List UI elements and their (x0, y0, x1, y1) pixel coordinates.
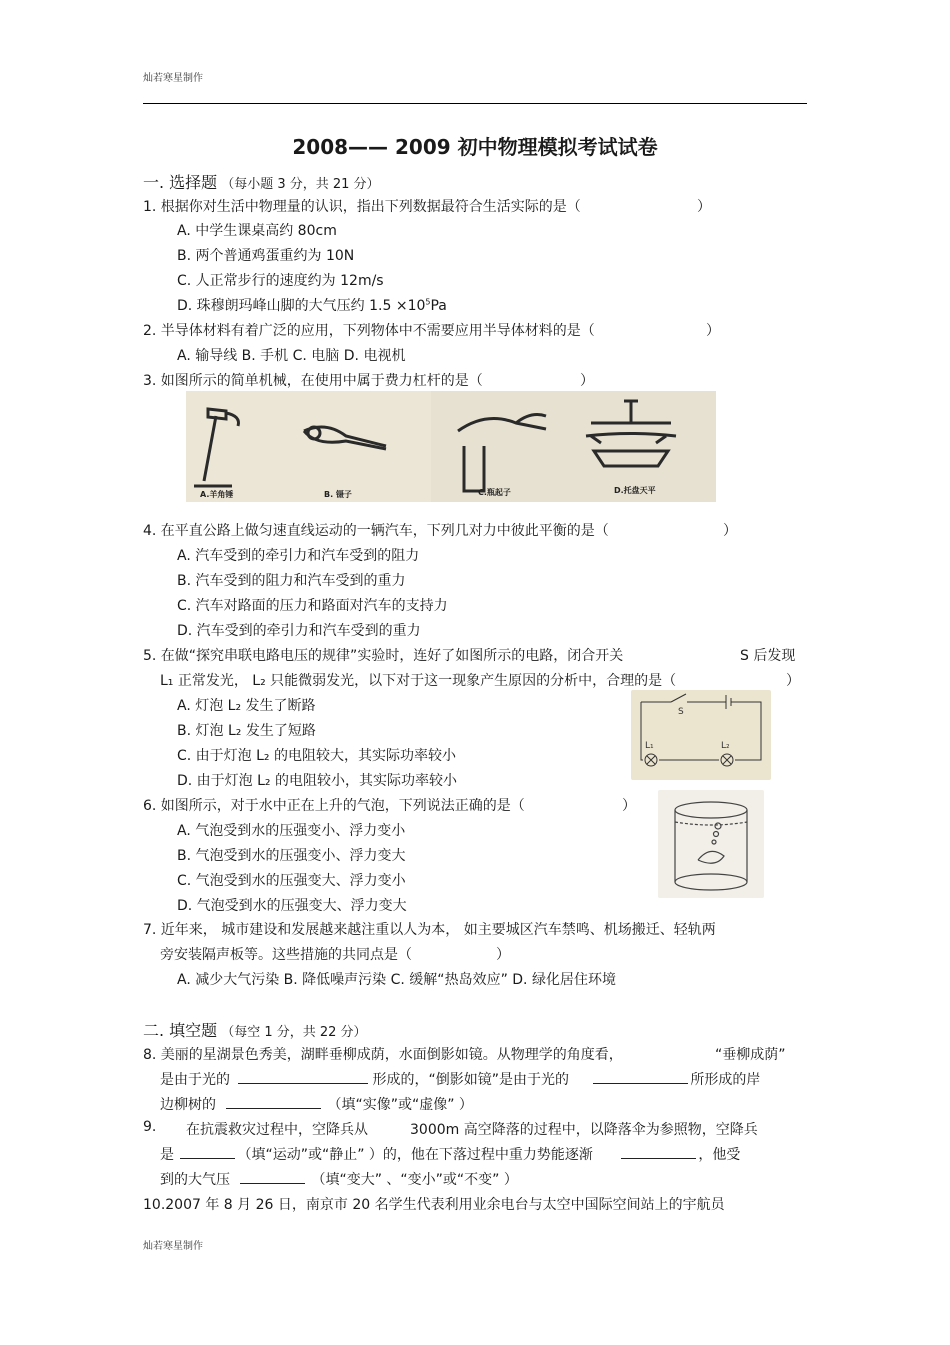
q3-figure-drawing (186, 391, 716, 502)
q7-close: ） (496, 947, 510, 963)
section1-heading-text: 一. 选择题 (143, 173, 218, 192)
q9-blank-2[interactable] (621, 1145, 696, 1159)
q2-options: A. 输导线 B. 手机 C. 电脑 D. 电视机 (177, 348, 406, 364)
q4-option-c: C. 汽车对路面的压力和路面对汽车的支持力 (177, 598, 448, 614)
q9-blank-1[interactable] (180, 1145, 235, 1159)
q4-option-b: B. 汽车受到的阻力和汽车受到的重力 (177, 573, 406, 589)
header-rule (143, 103, 807, 104)
battery-icon (726, 695, 731, 709)
q6-option-c: C. 气泡受到水的压强变大、浮力变小 (177, 873, 406, 889)
q8-blank-2[interactable] (593, 1070, 688, 1084)
q2-stem: 2. 半导体材料有着广泛的应用，下列物体中不需要应用半导体材料的是（ (143, 323, 595, 339)
q7-stem-line2: 旁安装隔声板等。这些措施的共同点是（ (160, 947, 412, 963)
q3-label-d: D.托盘天平 (614, 486, 656, 495)
q6-option-b: B. 气泡受到水的压强变小、浮力变大 (177, 848, 406, 864)
header-maker: 灿若寒星制作 (143, 73, 203, 84)
q4-stem: 4. 在平直公路上做匀速直线运动的一辆汽车，下列几对力中彼此平衡的是（ (143, 523, 609, 539)
q5-stem-line2: L₁ 正常发光， L₂ 只能微弱发光，以下对于这一现象产生原因的分析中，合理的是（ (160, 673, 677, 689)
q6-stem: 6. 如图所示，对于水中正在上升的气泡，下列说法正确的是（ (143, 798, 525, 814)
switch-icon (671, 694, 686, 702)
q6-close: ） (622, 798, 636, 814)
q9-line1-b: 在抗震救灾过程中，空降兵从 (186, 1122, 368, 1138)
circuit-diagram (631, 690, 771, 780)
q9-line3-a: 到的大气压 (160, 1172, 230, 1188)
q1-option-d (177, 295, 447, 315)
q2-close: ） (706, 323, 720, 339)
q3-figure (186, 391, 716, 502)
section2-heading (143, 1018, 367, 1041)
circuit-label-s: S (678, 707, 684, 717)
q1-option-d-exponent: 5 (425, 297, 431, 307)
bubble-icon (712, 840, 716, 844)
q1-option-d-unit: Pa (430, 298, 447, 314)
q5-option-a: A. 灯泡 L₂ 发生了断路 (177, 698, 316, 714)
q1-option-a: A. 中学生课桌高约 80cm (177, 223, 337, 239)
q5-circuit-figure (631, 690, 771, 780)
fish-tank-drawing (658, 790, 764, 898)
q9-line2-c: ，他受 (698, 1147, 741, 1163)
section1-note: （每小题 3 分，共 21 分） (221, 177, 380, 192)
circuit-label-l1: L₁ (645, 741, 654, 751)
section1-heading (143, 170, 380, 193)
q6-option-d: D. 气泡受到水的压强变大、浮力变大 (177, 898, 407, 914)
q7-stem-line1: 7. 近年来， 城市建设和发展越来越注重以人为本， 如主要城区汽车禁鸣、机场搬迁、轻轨两 (143, 922, 716, 938)
q1-option-b: B. 两个普通鸡蛋重约为 10N (177, 248, 355, 264)
q5-close: ） (786, 673, 800, 689)
q10-line1: 10.2007 年 8 月 26 日，南京市 20 名学生代表利用业余电台与太空中国际空间站上的宇航员 (143, 1197, 725, 1213)
q9-line3-b: （填“变大” 、“变小”或“不变” ） (311, 1172, 518, 1188)
q8-line1: 8. 美丽的星湖景色秀美，湖畔垂柳成荫，水面倒影如镜。从物理学的角度看， (143, 1047, 623, 1063)
q8-line2 (160, 1069, 760, 1089)
q5-stem-line1-tail: S 后发现 (740, 648, 796, 664)
q8-line3-b: （填“实像”或“虚像” ） (327, 1097, 473, 1113)
q6-option-a: A. 气泡受到水的压强变小、浮力变小 (177, 823, 406, 839)
q9-line3 (160, 1169, 518, 1189)
fish-icon (698, 851, 724, 863)
circuit-label-l2: L₂ (721, 741, 730, 751)
q9-line2-b: （填“运动”或“静止” ）的，他在下落过程中重力势能逐渐 (237, 1147, 593, 1163)
q9-line1-c: 3000m 高空降落的过程中，以降落伞为参照物，空降兵 (410, 1122, 758, 1138)
q8-blank-3[interactable] (226, 1095, 321, 1109)
page-title: 2008—— 2009 初中物理模拟考试试卷 (292, 135, 658, 159)
section2-heading-text: 二. 填空题 (143, 1021, 218, 1040)
q1-close: ） (697, 199, 711, 215)
q8-line2-c: 所形成的岸 (690, 1072, 761, 1088)
q6-figure (658, 790, 764, 898)
q5-option-b: B. 灯泡 L₂ 发生了短路 (177, 723, 316, 739)
q8-line2-a: 是由于光的 (160, 1072, 230, 1088)
q8-line3-a: 边柳树的 (160, 1097, 216, 1113)
q4-option-a: A. 汽车受到的牵引力和汽车受到的阻力 (177, 548, 420, 564)
q3-close: ） (580, 373, 594, 389)
q1-option-d-text: D. 珠穆朗玛峰山脚的大气压约 1.5 ×10 (177, 298, 426, 314)
q9-number: 9. (143, 1119, 157, 1135)
q5-stem-line1: 5. 在做“探究串联电路电压的规律”实验时，连好了如图所示的电路，闭合开关 (143, 648, 624, 664)
q1-stem: 1. 根据你对生活中物理量的认识，指出下列数据最符合生活实际的是（ (143, 199, 581, 215)
q9-blank-3[interactable] (240, 1170, 305, 1184)
q5-option-c: C. 由于灯泡 L₂ 的电阻较大，其实际功率较小 (177, 748, 456, 764)
q9-line2 (160, 1144, 740, 1164)
q1-option-c: C. 人正常步行的速度约为 12m/s (177, 273, 384, 289)
q8-line3 (160, 1094, 473, 1114)
q8-blank-1[interactable] (238, 1070, 368, 1084)
section2-note: （每空 1 分，共 22 分） (221, 1025, 367, 1040)
q8-line1-quote: “垂柳成荫” (715, 1047, 786, 1063)
q4-close: ） (723, 523, 737, 539)
q9-line2-a: 是 (160, 1147, 174, 1163)
q4-option-d: D. 汽车受到的牵引力和汽车受到的重力 (177, 623, 421, 639)
footer-maker: 灿若寒星制作 (143, 1241, 203, 1252)
q3-stem: 3. 如图所示的简单机械，在使用中属于费力杠杆的是（ (143, 373, 483, 389)
q3-label-a: A.羊角锤 (200, 490, 234, 499)
q7-options: A. 减少大气污染 B. 降低噪声污染 C. 缓解“热岛效应” D. 绿化居住环境 (177, 972, 616, 988)
q8-line2-b: 形成的，“倒影如镜”是由于光的 (372, 1072, 569, 1088)
q3-label-c: C.瓶起子 (478, 488, 511, 497)
q3-label-b: B. 镊子 (324, 490, 352, 499)
q5-option-d: D. 由于灯泡 L₂ 的电阻较小，其实际功率较小 (177, 773, 457, 789)
